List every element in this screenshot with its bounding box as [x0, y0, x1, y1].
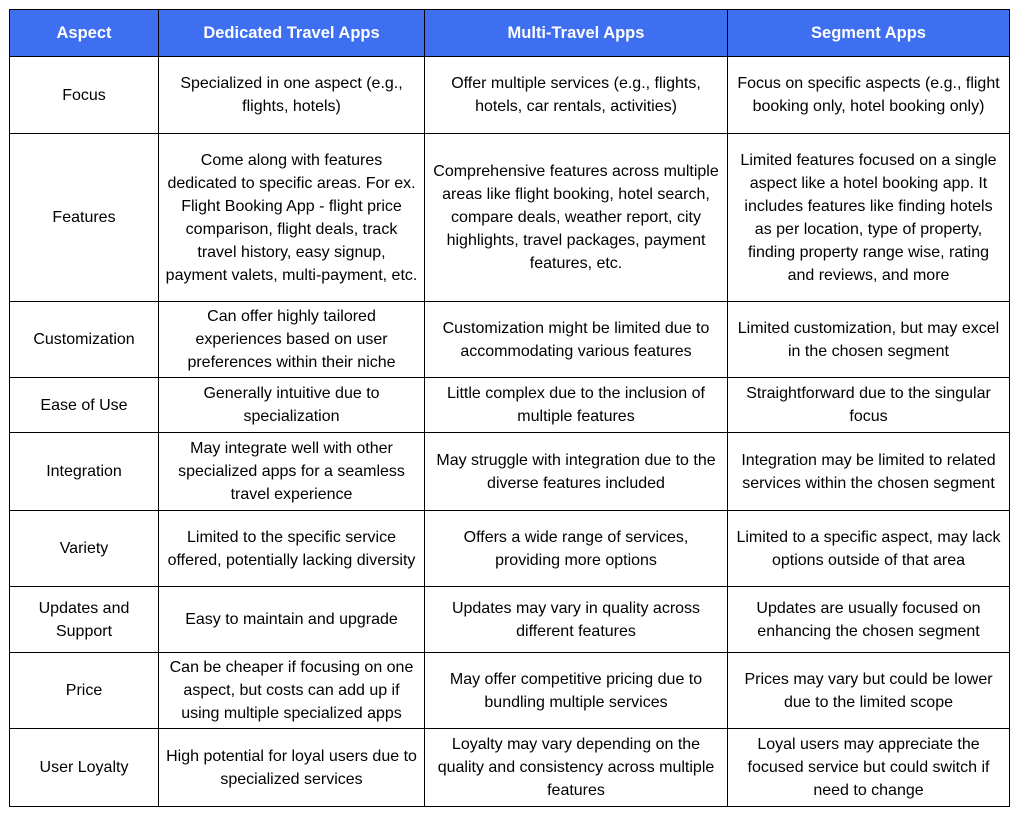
multi-cell: Offer multiple services (e.g., flights, hotels, car rentals, activities): [425, 57, 728, 134]
dedicated-cell: May integrate well with other specialized apps for a seamless travel experience: [159, 433, 425, 511]
dedicated-cell: Easy to maintain and upgrade: [159, 587, 425, 653]
table-row: [10, 653, 1010, 729]
table-row: [10, 587, 1010, 653]
multi-cell: Loyalty may vary depending on the quality and consistency across multiple features: [425, 729, 728, 807]
aspect-cell: Customization: [10, 302, 159, 378]
multi-cell: Offers a wide range of services, providing more options: [425, 511, 728, 587]
header-row: [10, 10, 1010, 57]
table-row: [10, 511, 1010, 587]
header-segment-apps: Segment Apps: [728, 10, 1010, 57]
header-aspect: Aspect: [10, 10, 159, 57]
segment-cell: Loyal users may appreciate the focused service but could switch if need to change: [728, 729, 1010, 807]
dedicated-cell: Specialized in one aspect (e.g., flights, hotels): [159, 57, 425, 134]
segment-cell: Integration may be limited to related services within the chosen segment: [728, 433, 1010, 511]
header-multi-travel-apps: Multi-Travel Apps: [425, 10, 728, 57]
dedicated-cell: High potential for loyal users due to specialized services: [159, 729, 425, 807]
aspect-cell: Variety: [10, 511, 159, 587]
multi-cell: Comprehensive features across multiple areas like flight booking, hotel search, compare deals, weather report, city highlights, travel packages, payment features, etc.: [425, 134, 728, 302]
comparison-table: [9, 9, 1010, 807]
aspect-cell: Focus: [10, 57, 159, 134]
dedicated-cell: Can offer highly tailored experiences based on user preferences within their niche: [159, 302, 425, 378]
multi-cell: May offer competitive pricing due to bundling multiple services: [425, 653, 728, 729]
segment-cell: Straightforward due to the singular focus: [728, 378, 1010, 433]
dedicated-cell: Limited to the specific service offered, potentially lacking diversity: [159, 511, 425, 587]
segment-cell: Focus on specific aspects (e.g., flight booking only, hotel booking only): [728, 57, 1010, 134]
multi-cell: Little complex due to the inclusion of multiple features: [425, 378, 728, 433]
table-row: [10, 57, 1010, 134]
header-dedicated-travel-apps: Dedicated Travel Apps: [159, 10, 425, 57]
table-row: [10, 433, 1010, 511]
multi-cell: Updates may vary in quality across different features: [425, 587, 728, 653]
dedicated-cell: Come along with features dedicated to specific areas. For ex. Flight Booking App - flight price comparison, flight deals, track travel history, easy signup, payment valets, multi-payment, etc.: [159, 134, 425, 302]
segment-cell: Limited to a specific aspect, may lack options outside of that area: [728, 511, 1010, 587]
multi-cell: May struggle with integration due to the diverse features included: [425, 433, 728, 511]
table-row: [10, 302, 1010, 378]
segment-cell: Limited customization, but may excel in the chosen segment: [728, 302, 1010, 378]
multi-cell: Customization might be limited due to accommodating various features: [425, 302, 728, 378]
segment-cell: Limited features focused on a single aspect like a hotel booking app. It includes features like finding hotels as per location, type of property, finding property range wise, rating and reviews, and more: [728, 134, 1010, 302]
dedicated-cell: Can be cheaper if focusing on one aspect, but costs can add up if using multiple specialized apps: [159, 653, 425, 729]
aspect-cell: Price: [10, 653, 159, 729]
aspect-cell: Updates and Support: [10, 587, 159, 653]
dedicated-cell: Generally intuitive due to specialization: [159, 378, 425, 433]
segment-cell: Prices may vary but could be lower due to the limited scope: [728, 653, 1010, 729]
aspect-cell: User Loyalty: [10, 729, 159, 807]
table-row: [10, 378, 1010, 433]
aspect-cell: Ease of Use: [10, 378, 159, 433]
aspect-cell: Integration: [10, 433, 159, 511]
table-row: [10, 134, 1010, 302]
aspect-cell: Features: [10, 134, 159, 302]
segment-cell: Updates are usually focused on enhancing the chosen segment: [728, 587, 1010, 653]
table-row: [10, 729, 1010, 807]
